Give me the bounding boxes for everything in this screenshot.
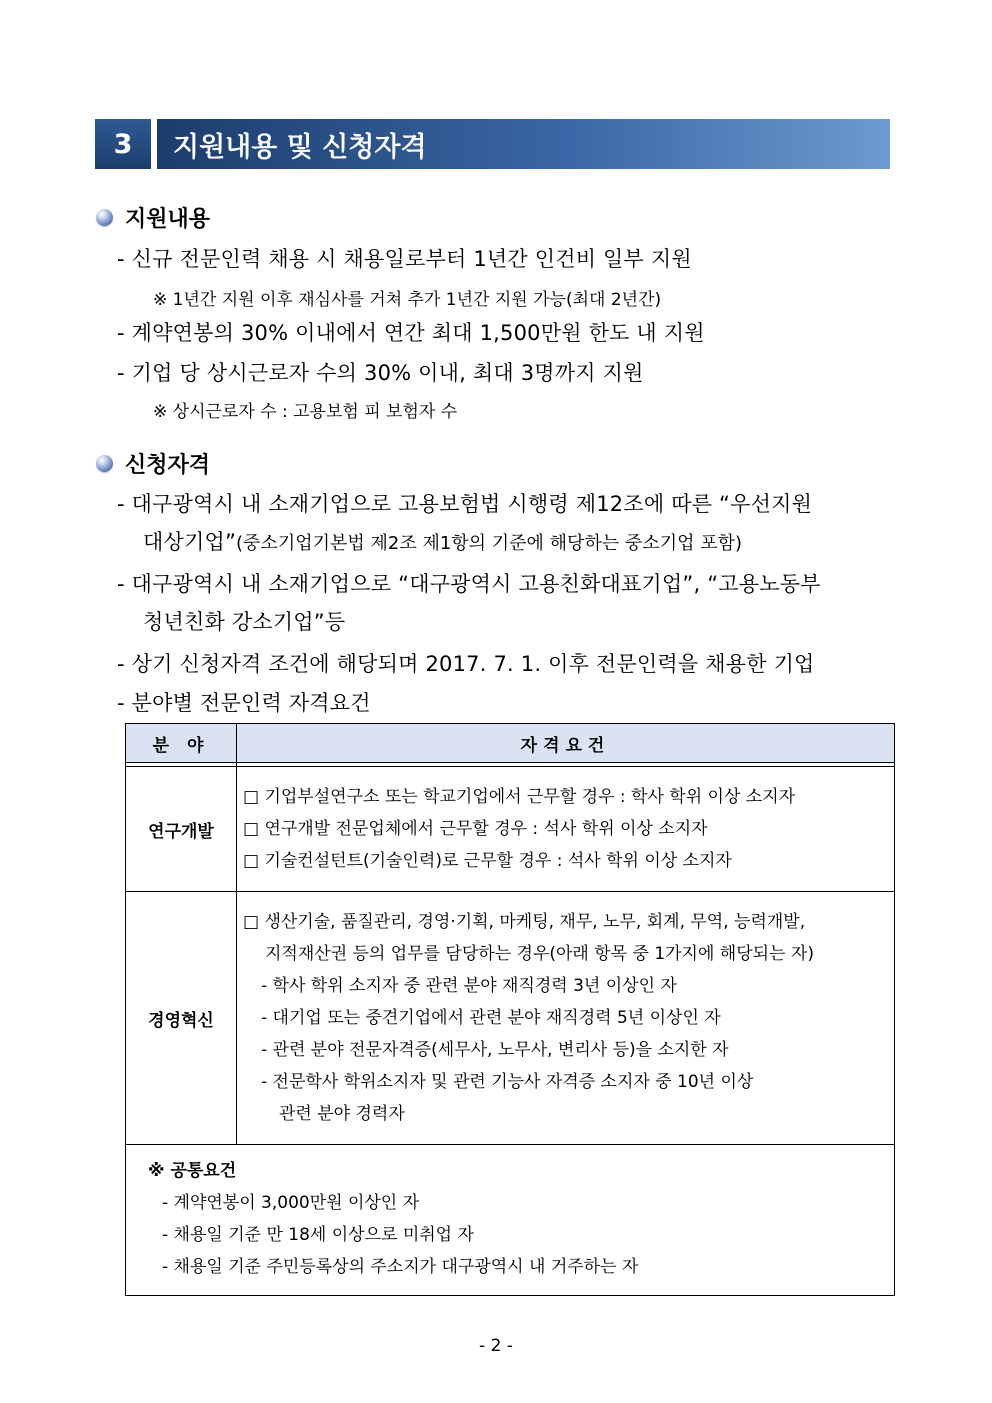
list-item: - 대기업 또는 중견기업에서 관련 분야 재직경력 5년 이상인 자 — [261, 1008, 721, 1028]
list-item: □ 생산기술, 품질관리, 경영‧기획, 마케팅, 재무, 노무, 회계, 무역, 능력개발, — [243, 912, 806, 932]
list-item: - 학사 학위 소지자 중 관련 분야 재직경력 3년 이상인 자 — [261, 976, 677, 996]
section-title: 지원내용 및 신청자격 — [157, 119, 890, 169]
common-requirements — [126, 1145, 895, 1296]
eligibility-line-cont: 청년친화 강소기업”등 — [143, 610, 346, 634]
eligibility-line: - 상기 신청자격 조건에 해당되며 2017. 7. 1. 이후 전문인력을 채용한 기업 — [117, 652, 815, 676]
list-item: □ 기업부설연구소 또는 학교기업에서 근무할 경우 : 학사 학위 이상 소지자 — [243, 787, 796, 807]
eligibility-line: - 대구광역시 내 소재기업으로 고용보험법 시행령 제12조에 따른 “우선지원 — [117, 492, 813, 516]
support-note: ※ 상시근로자 수 : 고용보험 피 보험자 수 — [153, 402, 458, 422]
table-header-row — [126, 724, 895, 763]
list-item: - 전문학사 학위소지자 및 관련 기능사 자격증 소지자 중 10년 이상 — [261, 1072, 754, 1092]
common-requirements-title: ※ 공통요건 — [148, 1161, 237, 1181]
eligibility-line: - 분야별 전문인력 자격요건 — [117, 691, 371, 715]
support-line: - 신규 전문인력 채용 시 채용일로부터 1년간 인건비 일부 지원 — [117, 247, 692, 271]
section-header — [95, 119, 890, 169]
list-item: - 채용일 기준 주민등록상의 주소지가 대구광역시 내 거주하는 자 — [162, 1257, 639, 1277]
eligibility-line-cont-paren: (중소기업기본법 제2조 제1항의 기준에 해당하는 중소기업 포함) — [236, 533, 743, 554]
list-item: 지적재산권 등의 업무를 담당하는 경우(아래 항목 중 1가지에 해당되는 자) — [265, 944, 814, 964]
table-field-rd: 연구개발 — [126, 767, 237, 892]
eligibility-heading — [96, 448, 210, 479]
table-requirements-rd — [237, 767, 895, 892]
bullet-ball-icon — [96, 455, 113, 472]
support-heading — [96, 202, 210, 233]
bullet-ball-icon — [96, 209, 113, 226]
table-row — [126, 892, 895, 1145]
list-item: - 관련 분야 전문자격증(세무사, 노무사, 변리사 등)을 소지한 자 — [261, 1040, 729, 1060]
table-header-field: 분 야 — [126, 724, 237, 763]
list-item: - 채용일 기준 만 18세 이상으로 미취업 자 — [162, 1225, 474, 1245]
support-heading-text: 지원내용 — [125, 207, 211, 232]
table-header-requirements: 자격요건 — [237, 724, 895, 763]
list-item: □ 연구개발 전문업체에서 근무할 경우 : 석사 학위 이상 소지자 — [243, 819, 708, 839]
list-item: 관련 분야 경력자 — [279, 1104, 405, 1124]
page-number: - 2 - — [479, 1336, 513, 1356]
support-note: ※ 1년간 지원 이후 재심사를 거쳐 추가 1년간 지원 가능(최대 2년간) — [153, 290, 662, 310]
list-item: - 계약연봉이 3,000만원 이상인 자 — [162, 1193, 420, 1213]
eligibility-line-cont — [143, 526, 742, 556]
list-item: □ 기술컨설턴트(기술인력)로 근무할 경우 : 석사 학위 이상 소지자 — [243, 851, 732, 871]
table-row-common — [126, 1145, 895, 1296]
table-field-mgmt: 경영혁신 — [126, 892, 237, 1145]
eligibility-line: - 대구광역시 내 소재기업으로 “대구광역시 고용친화대표기업”, “고용노동부 — [117, 572, 821, 596]
support-line: - 계약연봉의 30% 이내에서 연간 최대 1,500만원 한도 내 지원 — [117, 321, 705, 345]
eligibility-line-cont-main: 대상기업” — [143, 530, 237, 554]
table-row — [126, 767, 895, 892]
eligibility-heading-text: 신청자격 — [125, 453, 211, 478]
section-number: 3 — [95, 119, 151, 169]
table-requirements-mgmt — [237, 892, 895, 1145]
qualification-table — [125, 723, 895, 1296]
support-line: - 기업 당 상시근로자 수의 30% 이내, 최대 3명까지 지원 — [117, 361, 644, 385]
